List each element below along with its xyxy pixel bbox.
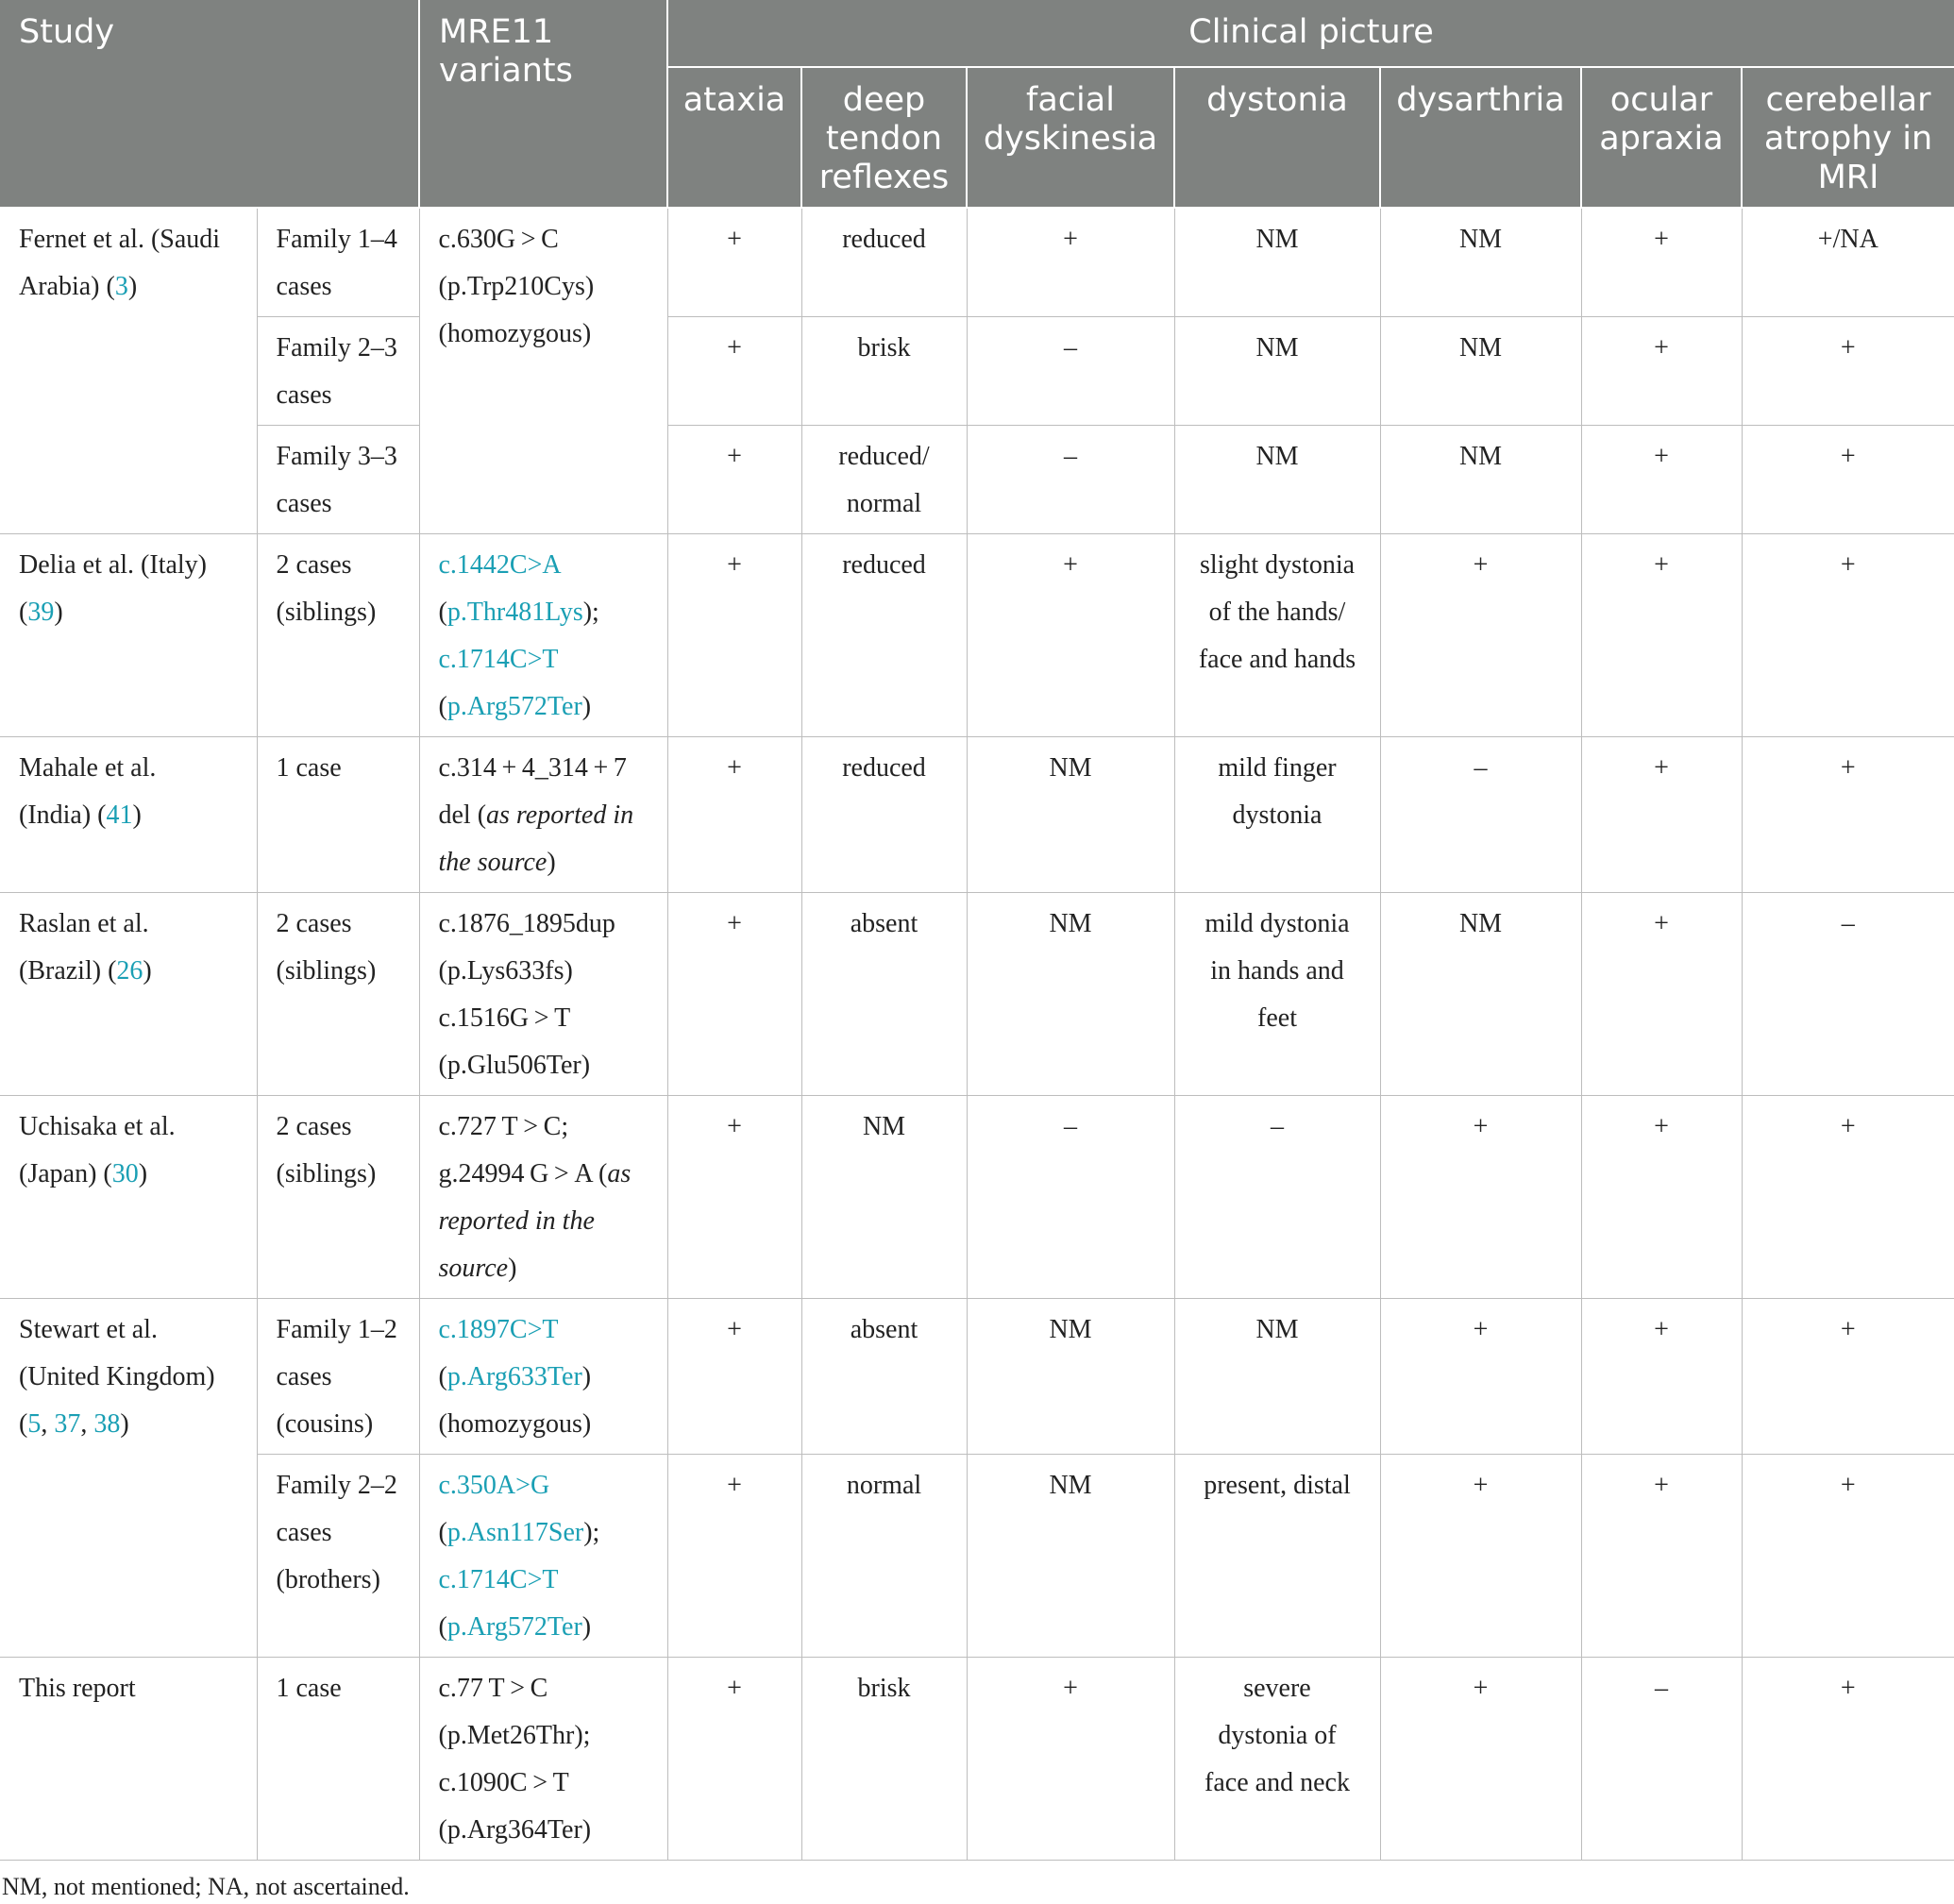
- table-row: [0, 1455, 1954, 1658]
- dystonia-text: dystonia: [1232, 800, 1322, 830]
- cases-cell: [257, 208, 419, 317]
- cases-text: cases: [276, 272, 332, 301]
- reference-link[interactable]: 3: [114, 272, 128, 301]
- cases-cell: [257, 534, 419, 737]
- cases-text: (siblings): [276, 598, 377, 627]
- cases-text: cases: [276, 489, 332, 518]
- ocular-cell: +: [1581, 1299, 1742, 1455]
- cases-cell: [257, 317, 419, 426]
- table-row: [0, 1658, 1954, 1861]
- study-text: Fernet et al. (Saudi: [19, 225, 221, 254]
- dysarthria-cell: NM: [1380, 893, 1581, 1096]
- dystonia-text: in hands and: [1210, 956, 1344, 986]
- study-text: (India) (: [19, 800, 107, 830]
- ocular-cell: +: [1581, 1096, 1742, 1299]
- variants-cell: [419, 1658, 667, 1861]
- cerebellar-cell: +/NA: [1742, 208, 1954, 317]
- dtr-cell: absent: [801, 1299, 967, 1455]
- dystonia-cell: [1174, 737, 1380, 893]
- study-text: (: [19, 1409, 28, 1439]
- table-row: [0, 317, 1954, 426]
- cases-text: 2 cases: [276, 1112, 352, 1141]
- reference-link[interactable]: 38: [93, 1409, 121, 1439]
- study-text: Uchisaka et al.: [19, 1112, 176, 1141]
- cases-text: cases: [276, 1362, 332, 1391]
- cases-text: Family 1–2: [276, 1315, 397, 1344]
- study-cell-uchisaka: [0, 1096, 257, 1299]
- cerebellar-cell: +: [1742, 1299, 1954, 1455]
- dystonia-cell: present, distal: [1174, 1455, 1380, 1658]
- dystonia-cell: [1174, 893, 1380, 1096]
- variant-text: c.1090C > T: [438, 1768, 569, 1797]
- reference-link[interactable]: 5: [27, 1409, 42, 1439]
- dystonia-text: face and neck: [1204, 1768, 1350, 1797]
- header-variants-l1: MRE11: [439, 13, 554, 51]
- ataxia-cell: +: [667, 893, 801, 1096]
- variants-cell: c.1897C>T (p.Arg633Ter) (homozygous): [419, 1299, 667, 1455]
- study-text: ): [143, 956, 152, 986]
- study-cell-mahale: [0, 737, 257, 893]
- variant-text: ): [547, 848, 556, 877]
- variant-text: (p.Arg364Ter): [438, 1815, 592, 1845]
- header-deep-tendon-reflexes: [801, 67, 967, 208]
- dystonia-cell: NM: [1174, 208, 1380, 317]
- variant-text: c.1876_1895dup: [438, 909, 615, 938]
- ocular-cell: +: [1581, 893, 1742, 1096]
- reference-link[interactable]: 37: [54, 1409, 81, 1439]
- study-cell-this-report: This report: [0, 1658, 257, 1861]
- ocular-cell: –: [1581, 1658, 1742, 1861]
- variants-cell: [419, 737, 667, 893]
- dtr-cell: reduced: [801, 737, 967, 893]
- variant-link[interactable]: p.Arg572Ter: [446, 1612, 582, 1642]
- header-clinical-picture: [667, 0, 1954, 67]
- cases-cell: [257, 737, 419, 893]
- dystonia-cell: [1174, 1658, 1380, 1861]
- facial-cell: NM: [967, 1455, 1174, 1658]
- dysarthria-cell: NM: [1380, 426, 1581, 534]
- table-row: [0, 1096, 1954, 1299]
- dystonia-text: mild dystonia: [1204, 909, 1350, 938]
- header-dystonia: [1174, 67, 1380, 208]
- dystonia-text: of the hands/: [1208, 598, 1346, 627]
- variant-link[interactable]: p.Arg633Ter: [446, 1362, 582, 1391]
- cerebellar-cell: –: [1742, 893, 1954, 1096]
- ataxia-cell: +: [667, 1096, 801, 1299]
- cerebellar-cell: +: [1742, 737, 1954, 893]
- variant-text: c.630G > C: [438, 225, 559, 254]
- facial-cell: +: [967, 1658, 1174, 1861]
- cases-cell: [257, 1658, 419, 1861]
- cases-text: Family 2–3: [276, 333, 397, 362]
- dystonia-text: feet: [1257, 1003, 1297, 1033]
- cases-text: 1 case: [276, 753, 342, 783]
- header-cer-l3: MRI: [1817, 159, 1879, 196]
- dystonia-text: face and hands: [1198, 645, 1356, 674]
- dtr-cell: reduced: [801, 208, 967, 317]
- variant-text: (homozygous): [438, 1409, 592, 1439]
- header-facial-l1: facial: [1026, 81, 1115, 119]
- study-text: ,: [41, 1409, 55, 1439]
- ataxia-cell: +: [667, 534, 801, 737]
- variant-note: reported in the: [438, 1206, 595, 1236]
- dysarthria-cell: +: [1380, 534, 1581, 737]
- header-ataxia-label: ataxia: [682, 81, 786, 119]
- variant-note: as: [607, 1159, 632, 1188]
- variant-text: (p.Lys633fs): [438, 956, 573, 986]
- variant-text: g.24994 G > A (: [438, 1159, 608, 1188]
- variant-note: the source: [438, 848, 547, 877]
- table-footnote: NM, not mentioned; NA, not ascertained.: [2, 1873, 410, 1900]
- dysarthria-cell: +: [1380, 1658, 1581, 1861]
- variant-note: source: [438, 1254, 509, 1283]
- variant-text: c.77 T > C: [438, 1674, 548, 1703]
- study-text: Mahale et al.: [19, 753, 157, 783]
- header-clinical-label: Clinical picture: [1188, 13, 1434, 51]
- header-ocular-l2: apraxia: [1599, 120, 1724, 158]
- table-row: [0, 893, 1954, 1096]
- cases-text: cases: [276, 380, 332, 410]
- study-cell-stewart: [0, 1299, 257, 1658]
- study-cell-fernet: [0, 208, 257, 534]
- reference-link[interactable]: 41: [106, 800, 133, 830]
- study-text: Delia et al. (Italy): [19, 550, 208, 580]
- dystonia-cell: NM: [1174, 426, 1380, 534]
- header-dtr-l1: deep: [842, 81, 926, 119]
- variant-link[interactable]: p.Arg572Ter: [446, 692, 582, 721]
- study-text: (United Kingdom): [19, 1362, 215, 1391]
- variant-link[interactable]: c.1714C>T: [438, 645, 559, 674]
- cases-text: (brothers): [276, 1565, 380, 1594]
- dysarthria-cell: –: [1380, 737, 1581, 893]
- dysarthria-cell: +: [1380, 1455, 1581, 1658]
- cerebellar-cell: +: [1742, 426, 1954, 534]
- dtr-cell: [801, 426, 967, 534]
- cases-cell: [257, 1299, 419, 1455]
- ocular-cell: +: [1581, 426, 1742, 534]
- ataxia-cell: +: [667, 1658, 801, 1861]
- variant-text: c.1516G > T: [438, 1003, 571, 1033]
- reference-link[interactable]: 39: [27, 598, 55, 627]
- cases-text: Family 2–2: [276, 1471, 397, 1500]
- facial-cell: NM: [967, 893, 1174, 1096]
- ocular-cell: +: [1581, 534, 1742, 737]
- dysarthria-cell: NM: [1380, 317, 1581, 426]
- header-dtr-l3: reflexes: [818, 159, 950, 196]
- cases-text: 1 case: [276, 1674, 342, 1703]
- variants-cell: [419, 893, 667, 1096]
- dystonia-text: mild finger: [1218, 753, 1337, 783]
- header-cer-l1: cerebellar: [1765, 81, 1931, 119]
- variant-link[interactable]: c.1897C>T: [438, 1315, 559, 1344]
- variant-text: del (: [438, 800, 487, 830]
- study-text: ): [132, 800, 142, 830]
- variant-text: (p.Glu506Ter): [438, 1051, 591, 1080]
- dystonia-text: slight dystonia: [1199, 550, 1356, 580]
- cases-cell: [257, 1096, 419, 1299]
- variant-link[interactable]: c.350A>G: [438, 1471, 550, 1500]
- cases-cell: [257, 1455, 419, 1658]
- facial-cell: +: [967, 534, 1174, 737]
- reference-link[interactable]: 30: [111, 1159, 139, 1188]
- dysarthria-cell: +: [1380, 1299, 1581, 1455]
- table-row: [0, 534, 1954, 737]
- study-text: ): [120, 1409, 129, 1439]
- facial-cell: –: [967, 1096, 1174, 1299]
- dtr-cell: brisk: [801, 1658, 967, 1861]
- cases-cell: [257, 426, 419, 534]
- facial-cell: –: [967, 426, 1174, 534]
- header-ocular-apraxia: [1581, 67, 1742, 208]
- ocular-cell: +: [1581, 737, 1742, 893]
- cases-text: (cousins): [276, 1409, 374, 1439]
- study-text: Arabia) (: [19, 272, 115, 301]
- variant-text: (homozygous): [438, 319, 592, 348]
- dtr-cell: brisk: [801, 317, 967, 426]
- cerebellar-cell: +: [1742, 317, 1954, 426]
- dtr-cell: absent: [801, 893, 967, 1096]
- dtr-cell: normal: [801, 1455, 967, 1658]
- study-cell-raslan: [0, 893, 257, 1096]
- table-header: [0, 0, 1954, 208]
- variant-link[interactable]: p.Thr481Lys: [446, 598, 583, 627]
- dystonia-text: severe: [1243, 1674, 1311, 1703]
- study-text: ): [138, 1159, 148, 1188]
- header-dtr-l2: tendon: [825, 120, 943, 158]
- study-text: Stewart et al.: [19, 1315, 158, 1344]
- table-row: [0, 208, 1954, 317]
- cerebellar-cell: +: [1742, 1096, 1954, 1299]
- facial-cell: NM: [967, 737, 1174, 893]
- dystonia-text: dystonia of: [1218, 1721, 1337, 1750]
- variant-link[interactable]: c.1442C>A: [438, 550, 562, 580]
- variants-cell: c.350A>G (p.Asn117Ser); c.1714C>T (p.Arg572Ter): [419, 1455, 667, 1658]
- dtr-cell: reduced: [801, 534, 967, 737]
- variant-text: (p.Met26Thr);: [438, 1721, 591, 1750]
- cases-text: (siblings): [276, 956, 377, 986]
- facial-cell: +: [967, 208, 1174, 317]
- variant-link[interactable]: c.1714C>T: [438, 1565, 559, 1594]
- cases-text: 2 cases: [276, 909, 352, 938]
- study-text: ): [54, 598, 63, 627]
- table-row: [0, 1299, 1954, 1455]
- ataxia-cell: +: [667, 208, 801, 317]
- variant-text: ): [508, 1254, 517, 1283]
- cerebellar-cell: +: [1742, 534, 1954, 737]
- ocular-cell: +: [1581, 1455, 1742, 1658]
- ataxia-cell: +: [667, 317, 801, 426]
- header-study-label: Study: [19, 13, 115, 51]
- cases-text: cases: [276, 1518, 332, 1547]
- header-ocular-l1: ocular: [1609, 81, 1713, 119]
- ataxia-cell: +: [667, 1299, 801, 1455]
- ataxia-cell: +: [667, 1455, 801, 1658]
- ataxia-cell: +: [667, 737, 801, 893]
- cases-cell: [257, 893, 419, 1096]
- dtr-text: normal: [846, 489, 922, 518]
- dtr-text: reduced/: [838, 442, 930, 471]
- variants-cell: [419, 1096, 667, 1299]
- header-variants: [419, 0, 667, 208]
- cases-text: Family 3–3: [276, 442, 397, 471]
- variants-cell: c.1442C>A (p.Thr481Lys); c.1714C>T (p.Arg572Ter): [419, 534, 667, 737]
- header-variants-l2: variants: [439, 52, 573, 90]
- header-dystonia-label: dystonia: [1206, 81, 1348, 119]
- facial-cell: –: [967, 317, 1174, 426]
- study-text: Raslan et al.: [19, 909, 149, 938]
- facial-cell: NM: [967, 1299, 1174, 1455]
- table-row: [0, 737, 1954, 893]
- dtr-cell: NM: [801, 1096, 967, 1299]
- study-cell-delia: [0, 534, 257, 737]
- variant-text: (p.Trp210Cys): [438, 272, 595, 301]
- cases-text: Family 1–4: [276, 225, 397, 254]
- header-study: [0, 0, 419, 208]
- variant-note: as reported in: [486, 800, 634, 830]
- variant-text: c.314 + 4_314 + 7: [438, 753, 627, 783]
- study-text: (: [19, 598, 28, 627]
- table-row: [0, 426, 1954, 534]
- variant-text: c.727 T > C;: [438, 1112, 569, 1141]
- cerebellar-cell: +: [1742, 1658, 1954, 1861]
- cases-text: (siblings): [276, 1159, 377, 1188]
- variant-link[interactable]: p.Asn117Ser: [446, 1518, 584, 1547]
- dystonia-cell: NM: [1174, 317, 1380, 426]
- study-text: (Japan) (: [19, 1159, 112, 1188]
- dystonia-cell: [1174, 534, 1380, 737]
- cases-text: 2 cases: [276, 550, 352, 580]
- cerebellar-cell: +: [1742, 1455, 1954, 1658]
- header-dysarthria: [1380, 67, 1581, 208]
- dystonia-cell: –: [1174, 1096, 1380, 1299]
- header-facial-dyskinesia: [967, 67, 1174, 208]
- ocular-cell: +: [1581, 317, 1742, 426]
- ataxia-cell: +: [667, 426, 801, 534]
- dysarthria-cell: +: [1380, 1096, 1581, 1299]
- study-text: ): [127, 272, 138, 301]
- dystonia-cell: NM: [1174, 1299, 1380, 1455]
- header-ataxia: [667, 67, 801, 208]
- header-dysarthria-label: dysarthria: [1396, 81, 1565, 119]
- ocular-cell: +: [1581, 208, 1742, 317]
- variants-cell: [419, 208, 667, 534]
- table-body: [0, 208, 1954, 1861]
- header-cer-l2: atrophy in: [1763, 120, 1933, 158]
- dysarthria-cell: NM: [1380, 208, 1581, 317]
- header-cerebellar-atrophy: [1742, 67, 1954, 208]
- reference-link[interactable]: 26: [116, 956, 143, 986]
- study-text: ,: [80, 1409, 94, 1439]
- header-facial-l2: dyskinesia: [983, 120, 1158, 158]
- study-text: (Brazil) (: [19, 956, 117, 986]
